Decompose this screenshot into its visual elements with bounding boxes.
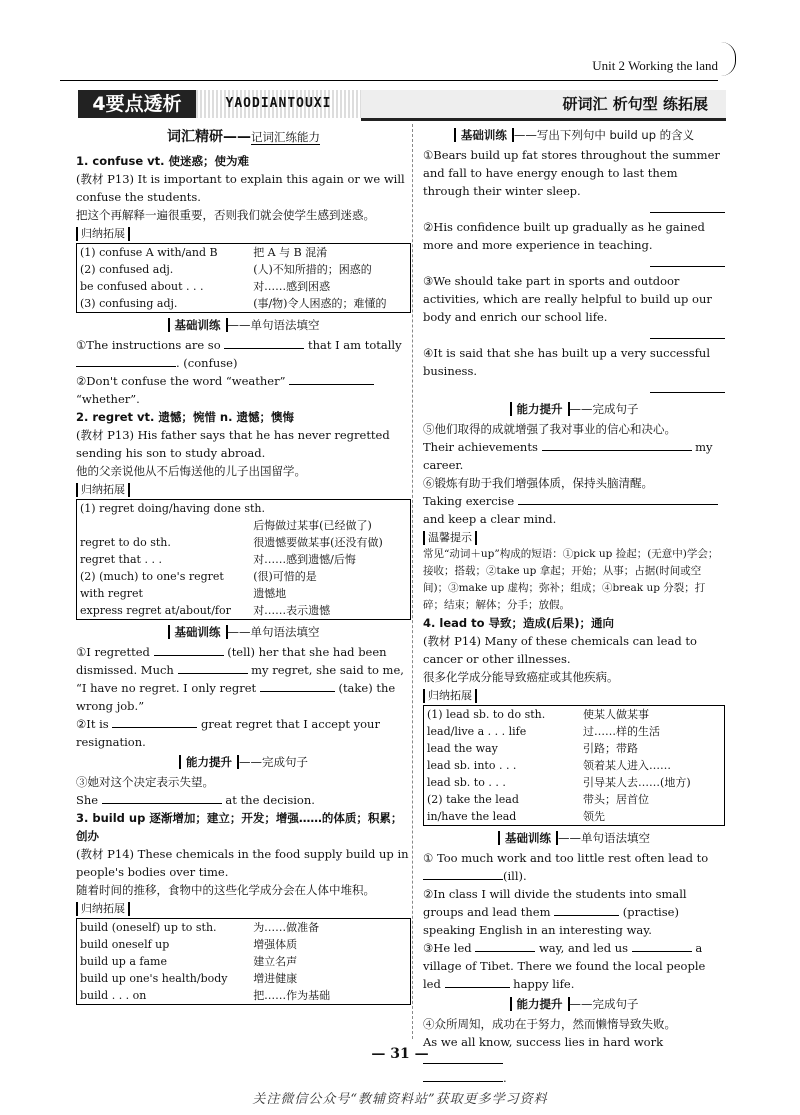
answer-blank[interactable]	[445, 975, 510, 988]
table-cell: 建立名声	[253, 955, 298, 968]
table-cell: (3) confusing adj.	[80, 297, 178, 310]
advanced-drill-heading	[423, 995, 725, 1013]
drill-subtitle: ——写出下列句中 build up 的含义	[513, 128, 695, 142]
answer-blank[interactable]	[650, 200, 725, 213]
q-text: Their achievements	[423, 440, 538, 454]
answer-blank[interactable]	[289, 372, 374, 385]
drill-subtitle: ——单句语法填空	[558, 831, 650, 845]
q-text: (practise) speaking English in an interesting way.	[423, 905, 679, 937]
table-cell: 后悔做过某事(已经做了)	[253, 519, 372, 532]
advanced-tag: 能力提升	[179, 755, 239, 769]
basic-tag: 基础训练	[168, 625, 228, 639]
table-row	[424, 706, 725, 724]
table-cell: build (oneself) up to sth.	[80, 921, 217, 934]
summary-tag: 归纳拓展	[76, 483, 130, 497]
word2-q3-answer	[76, 791, 411, 809]
answer-blank[interactable]	[423, 1069, 503, 1082]
table-cell: 使某人做某事	[583, 708, 650, 721]
table-cell: (2) take the lead	[427, 793, 519, 806]
table-row	[77, 987, 411, 1005]
answer-blank[interactable]	[650, 254, 725, 267]
table-cell: 引路；带路	[583, 742, 639, 755]
table-cell: (事/物)令人困惑的；难懂的	[253, 297, 387, 310]
word1-q1	[76, 336, 411, 354]
word1-example: (教材 P13) It is important to explain this again or we will confuse the students.	[76, 172, 405, 204]
table-row	[424, 808, 725, 826]
answer-blank[interactable]	[178, 661, 248, 674]
q-text: my career.	[423, 440, 713, 472]
summary-tag: 归纳拓展	[76, 227, 130, 241]
basic-drill-heading	[76, 623, 411, 641]
summary-tag: 归纳拓展	[76, 902, 130, 916]
q-text: ③He led	[423, 941, 472, 955]
q-text: ②It is	[76, 717, 109, 731]
table-cell: build oneself up	[80, 938, 170, 951]
table-cell: (2) (much) to one's regret	[80, 570, 224, 583]
header-bracket	[721, 42, 736, 76]
basic-drill-heading	[76, 316, 411, 334]
word1-translation: 把这个再解释一遍很重要，否则我们就会使学生感到迷惑。	[76, 208, 375, 222]
table-cell: 增强体质	[253, 938, 298, 951]
table-row	[424, 791, 725, 808]
table-cell: 领着某人进入……	[583, 759, 672, 772]
table-cell: with regret	[80, 587, 143, 600]
tip-text: 常见“动词＋up”构成的短语：①pick up 捡起；(无意中)学会；接收；搭载；②take up 拿起；开始；从事；占据(时间或空间)；③make up 虚构；弥补；组成；④break up 分裂；打碎；结束；解体；分手；放假。	[423, 548, 719, 611]
table-cell: regret that . . .	[80, 553, 162, 566]
q-text: way, and led us	[538, 941, 629, 955]
drill-subtitle: ——完成句子	[569, 402, 639, 416]
page-number: — 31 —	[371, 1046, 429, 1062]
table-cell: 把 A 与 B 混淆	[253, 246, 328, 259]
word3-example: (教材 P14) These chemicals in the food supply build up in people's bodies over time.	[76, 847, 409, 879]
answer-blank[interactable]	[650, 380, 725, 393]
word3-s3: ③We should take part in sports and outdoor activities, which are really helpful to build up our body and enrich our school life.	[423, 274, 712, 324]
table-row	[77, 500, 411, 518]
table-cell: 增进健康	[253, 972, 298, 985]
table-cell: build . . . on	[80, 989, 147, 1002]
table-cell: lead sb. into . . .	[427, 759, 517, 772]
table-cell	[77, 517, 251, 534]
q-text: ①The instructions are so	[76, 338, 221, 352]
q-text: ①I regretted	[76, 645, 150, 659]
table-cell: (人)不知所措的；困惑的	[253, 263, 372, 276]
advanced-drill-heading	[423, 400, 725, 418]
blank-line	[423, 326, 725, 344]
table-row	[77, 551, 411, 568]
word4-q2	[423, 885, 725, 939]
table-row	[424, 740, 725, 757]
advanced-tag: 能力提升	[510, 402, 570, 416]
table-row	[77, 534, 411, 551]
blank-line	[423, 380, 725, 398]
table-cell: in/have the lead	[427, 810, 517, 823]
word4-translation: 很多化学成分能导致癌症或其他疾病。	[423, 670, 619, 684]
q-text: my regret, she said to me,	[251, 663, 404, 677]
tip-tag: 温馨提示	[423, 531, 477, 545]
answer-blank[interactable]	[76, 354, 176, 367]
table-row	[424, 723, 725, 740]
q-text: that I am totally	[307, 338, 402, 352]
answer-blank[interactable]	[650, 326, 725, 339]
table-row	[77, 517, 411, 534]
table-cell: build up a fame	[80, 955, 167, 968]
word4-table	[423, 705, 725, 826]
word4-q1-cont	[423, 867, 725, 885]
table-cell: express regret at/about/for	[80, 604, 231, 617]
basic-drill-heading	[423, 829, 725, 847]
basic-tag: 基础训练	[454, 128, 514, 142]
q-text: She	[76, 793, 99, 807]
word3-q6-answer	[423, 492, 725, 510]
drill-subtitle: ——完成句子	[239, 755, 308, 769]
table-cell: 带头；居首位	[583, 793, 650, 806]
table-row	[77, 261, 411, 278]
blank-line	[423, 254, 725, 272]
answer-blank[interactable]	[542, 438, 692, 451]
word4-example: (教材 P14) Many of these chemicals can lead to cancer or other illnesses.	[423, 634, 697, 666]
word2-q2	[76, 715, 411, 751]
q-text: (take) the wrong job.”	[76, 681, 396, 713]
q-text: (tell) her that she had been dismissed. Much	[76, 645, 387, 677]
table-row	[424, 757, 725, 774]
table-cell: 为……做准备	[253, 921, 320, 934]
table-cell: be confused about . . .	[80, 280, 204, 293]
word3-q5: ⑤他们取得的成就增强了我对事业的信心和决心。	[423, 422, 676, 436]
table-cell: 对……感到遗憾/后悔	[253, 553, 356, 566]
vocab-title: 词汇精研	[167, 129, 223, 145]
q-text: (ill).	[503, 869, 527, 883]
left-column	[76, 124, 411, 1008]
table-row	[77, 585, 411, 602]
table-row	[77, 278, 411, 295]
q-text: ②Don't confuse the word “weather”	[76, 374, 286, 388]
word4-q1	[423, 849, 725, 867]
q-text: ②In class I will divide the students into small groups and lead them	[423, 887, 687, 919]
answer-blank[interactable]	[224, 336, 304, 349]
word1-table	[76, 243, 411, 313]
advanced-drill-heading	[76, 753, 411, 771]
word3-q6-cont: and keep a clear mind.	[423, 512, 557, 526]
table-row	[77, 244, 411, 262]
answer-blank[interactable]	[554, 903, 619, 916]
table-cell: lead the way	[427, 742, 498, 755]
table-row	[77, 936, 411, 953]
word3-translation: 随着时间的推移，食物中的这些化学成分会在人体中堆积。	[76, 883, 375, 897]
basic-tag: 基础训练	[168, 318, 228, 332]
q-text: at the decision.	[225, 793, 315, 807]
vocab-subtitle: 记词汇练能力	[251, 130, 320, 144]
word3-table	[76, 918, 411, 1005]
table-cell: (1) regret doing/having done sth.	[80, 502, 265, 515]
table-cell: 过……样的生活	[583, 725, 661, 738]
table-row	[77, 919, 411, 937]
word3-s4: ④It is said that she has built up a very successful business.	[423, 346, 710, 378]
table-cell: (2) confused adj.	[80, 263, 174, 276]
banner-pinyin: YAODIANTOUXI	[196, 90, 361, 118]
table-cell: (很)可惜的是	[253, 570, 317, 583]
basic-tag: 基础训练	[498, 831, 558, 845]
footer-note: 关注微信公众号“教辅资料站”获取更多学习资料	[252, 1092, 548, 1107]
blank-line: .	[423, 1069, 725, 1087]
header-rule	[60, 80, 718, 81]
word3-title: 3. build up 逐渐增加；建立；开发；增强……的体质；积累；创办	[76, 811, 403, 843]
table-cell: (1) lead sb. to do sth.	[427, 708, 546, 721]
table-cell: 引导某人去……(地方)	[583, 776, 691, 789]
word1-q2-cont: “whether”.	[76, 392, 140, 406]
answer-blank[interactable]	[475, 939, 535, 952]
unit-header: Unit 2 Working the land	[592, 58, 718, 73]
table-row	[77, 295, 411, 313]
word2-title: 2. regret vt. 遗憾；惋惜 n. 遗憾；懊悔	[76, 410, 294, 424]
banner-number: 4要点透析	[78, 90, 196, 118]
answer-blank[interactable]	[423, 867, 503, 880]
table-cell: lead sb. to . . .	[427, 776, 506, 789]
table-cell: 对……表示遗憾	[253, 604, 331, 617]
q-text: As we all know, success lies in hard work	[423, 1035, 664, 1049]
q-text: happy life.	[513, 977, 575, 991]
table-row	[77, 602, 411, 620]
word2-translation: 他的父亲说他从不后悔送他的儿子出国留学。	[76, 464, 306, 478]
table-cell: 遗憾地	[253, 587, 287, 600]
table-row	[77, 970, 411, 987]
word1-title: 1. confuse vt. 使迷惑；使为难	[76, 154, 249, 168]
table-cell: 领先	[583, 810, 606, 823]
q-text: “I have no regret. I only regret	[76, 681, 257, 695]
q-text: great regret that I accept your resignation.	[76, 717, 380, 749]
advanced-tag: 能力提升	[510, 997, 570, 1011]
word4-title: 4. lead to 导致；造成(后果)；通向	[423, 616, 615, 630]
word3-s2: ②His confidence built up gradually as he gained more and more experience in teaching.	[423, 220, 705, 252]
table-cell: (1) confuse A with/and B	[80, 246, 218, 259]
section-banner	[78, 90, 726, 118]
answer-blank[interactable]	[112, 715, 197, 728]
q-text: Taking exercise	[423, 494, 515, 508]
vocab-section-title: 词汇精研——记词汇练能力	[167, 129, 320, 145]
table-cell: 把……作为基础	[253, 989, 331, 1002]
table-cell: lead/live a . . . life	[427, 725, 527, 738]
table-cell: regret to do sth.	[80, 536, 171, 549]
q-text: . (confuse)	[176, 356, 238, 370]
answer-blank[interactable]	[518, 492, 718, 505]
table-cell: build up one's health/body	[80, 972, 228, 985]
word1-q2	[76, 372, 411, 390]
word1-q1-cont	[76, 354, 411, 372]
drill-subtitle: ——单句语法填空	[227, 625, 320, 639]
word3-s1: ①Bears build up fat stores throughout the summer and fall to have energy enough to last them through their winter sleep.	[423, 148, 720, 198]
answer-blank[interactable]	[154, 643, 224, 656]
answer-blank[interactable]	[260, 679, 335, 692]
column-divider	[412, 124, 413, 1039]
word4-q3	[423, 939, 725, 993]
summary-tag: 归纳拓展	[423, 689, 477, 703]
banner-subtitle: 研词汇 析句型 练拓展	[361, 90, 726, 121]
table-row	[77, 568, 411, 585]
word3-q5-answer	[423, 438, 725, 474]
word2-table	[76, 499, 411, 620]
table-row	[424, 774, 725, 791]
basic-drill-heading	[423, 126, 725, 144]
word4-q4: ④众所周知，成功在于努力，然而懒惰导致失败。	[423, 1017, 676, 1031]
table-row	[77, 953, 411, 970]
q-text: ① Too much work and too little rest often lead to	[423, 851, 709, 865]
table-cell: 对……感到困惑	[253, 280, 331, 293]
q-text: a village of Tibet. There we found the local people led	[423, 941, 706, 991]
answer-blank[interactable]	[102, 791, 222, 804]
right-column	[423, 124, 725, 1087]
drill-subtitle: ——单句语法填空	[227, 318, 320, 332]
word2-q1	[76, 643, 411, 679]
drill-subtitle: ——完成句子	[569, 997, 639, 1011]
word2-example: (教材 P13) His father says that he has never regretted sending his son to study abroad.	[76, 428, 390, 460]
word2-q3: ③她对这个决定表示失望。	[76, 775, 214, 789]
blank-line	[423, 200, 725, 218]
table-cell: 很遗憾要做某事(还没有做)	[253, 536, 383, 549]
answer-blank[interactable]	[632, 939, 692, 952]
word3-q6: ⑥锻炼有助于我们增强体质，保持头脑清醒。	[423, 476, 653, 490]
word2-q1-cont	[76, 679, 411, 715]
